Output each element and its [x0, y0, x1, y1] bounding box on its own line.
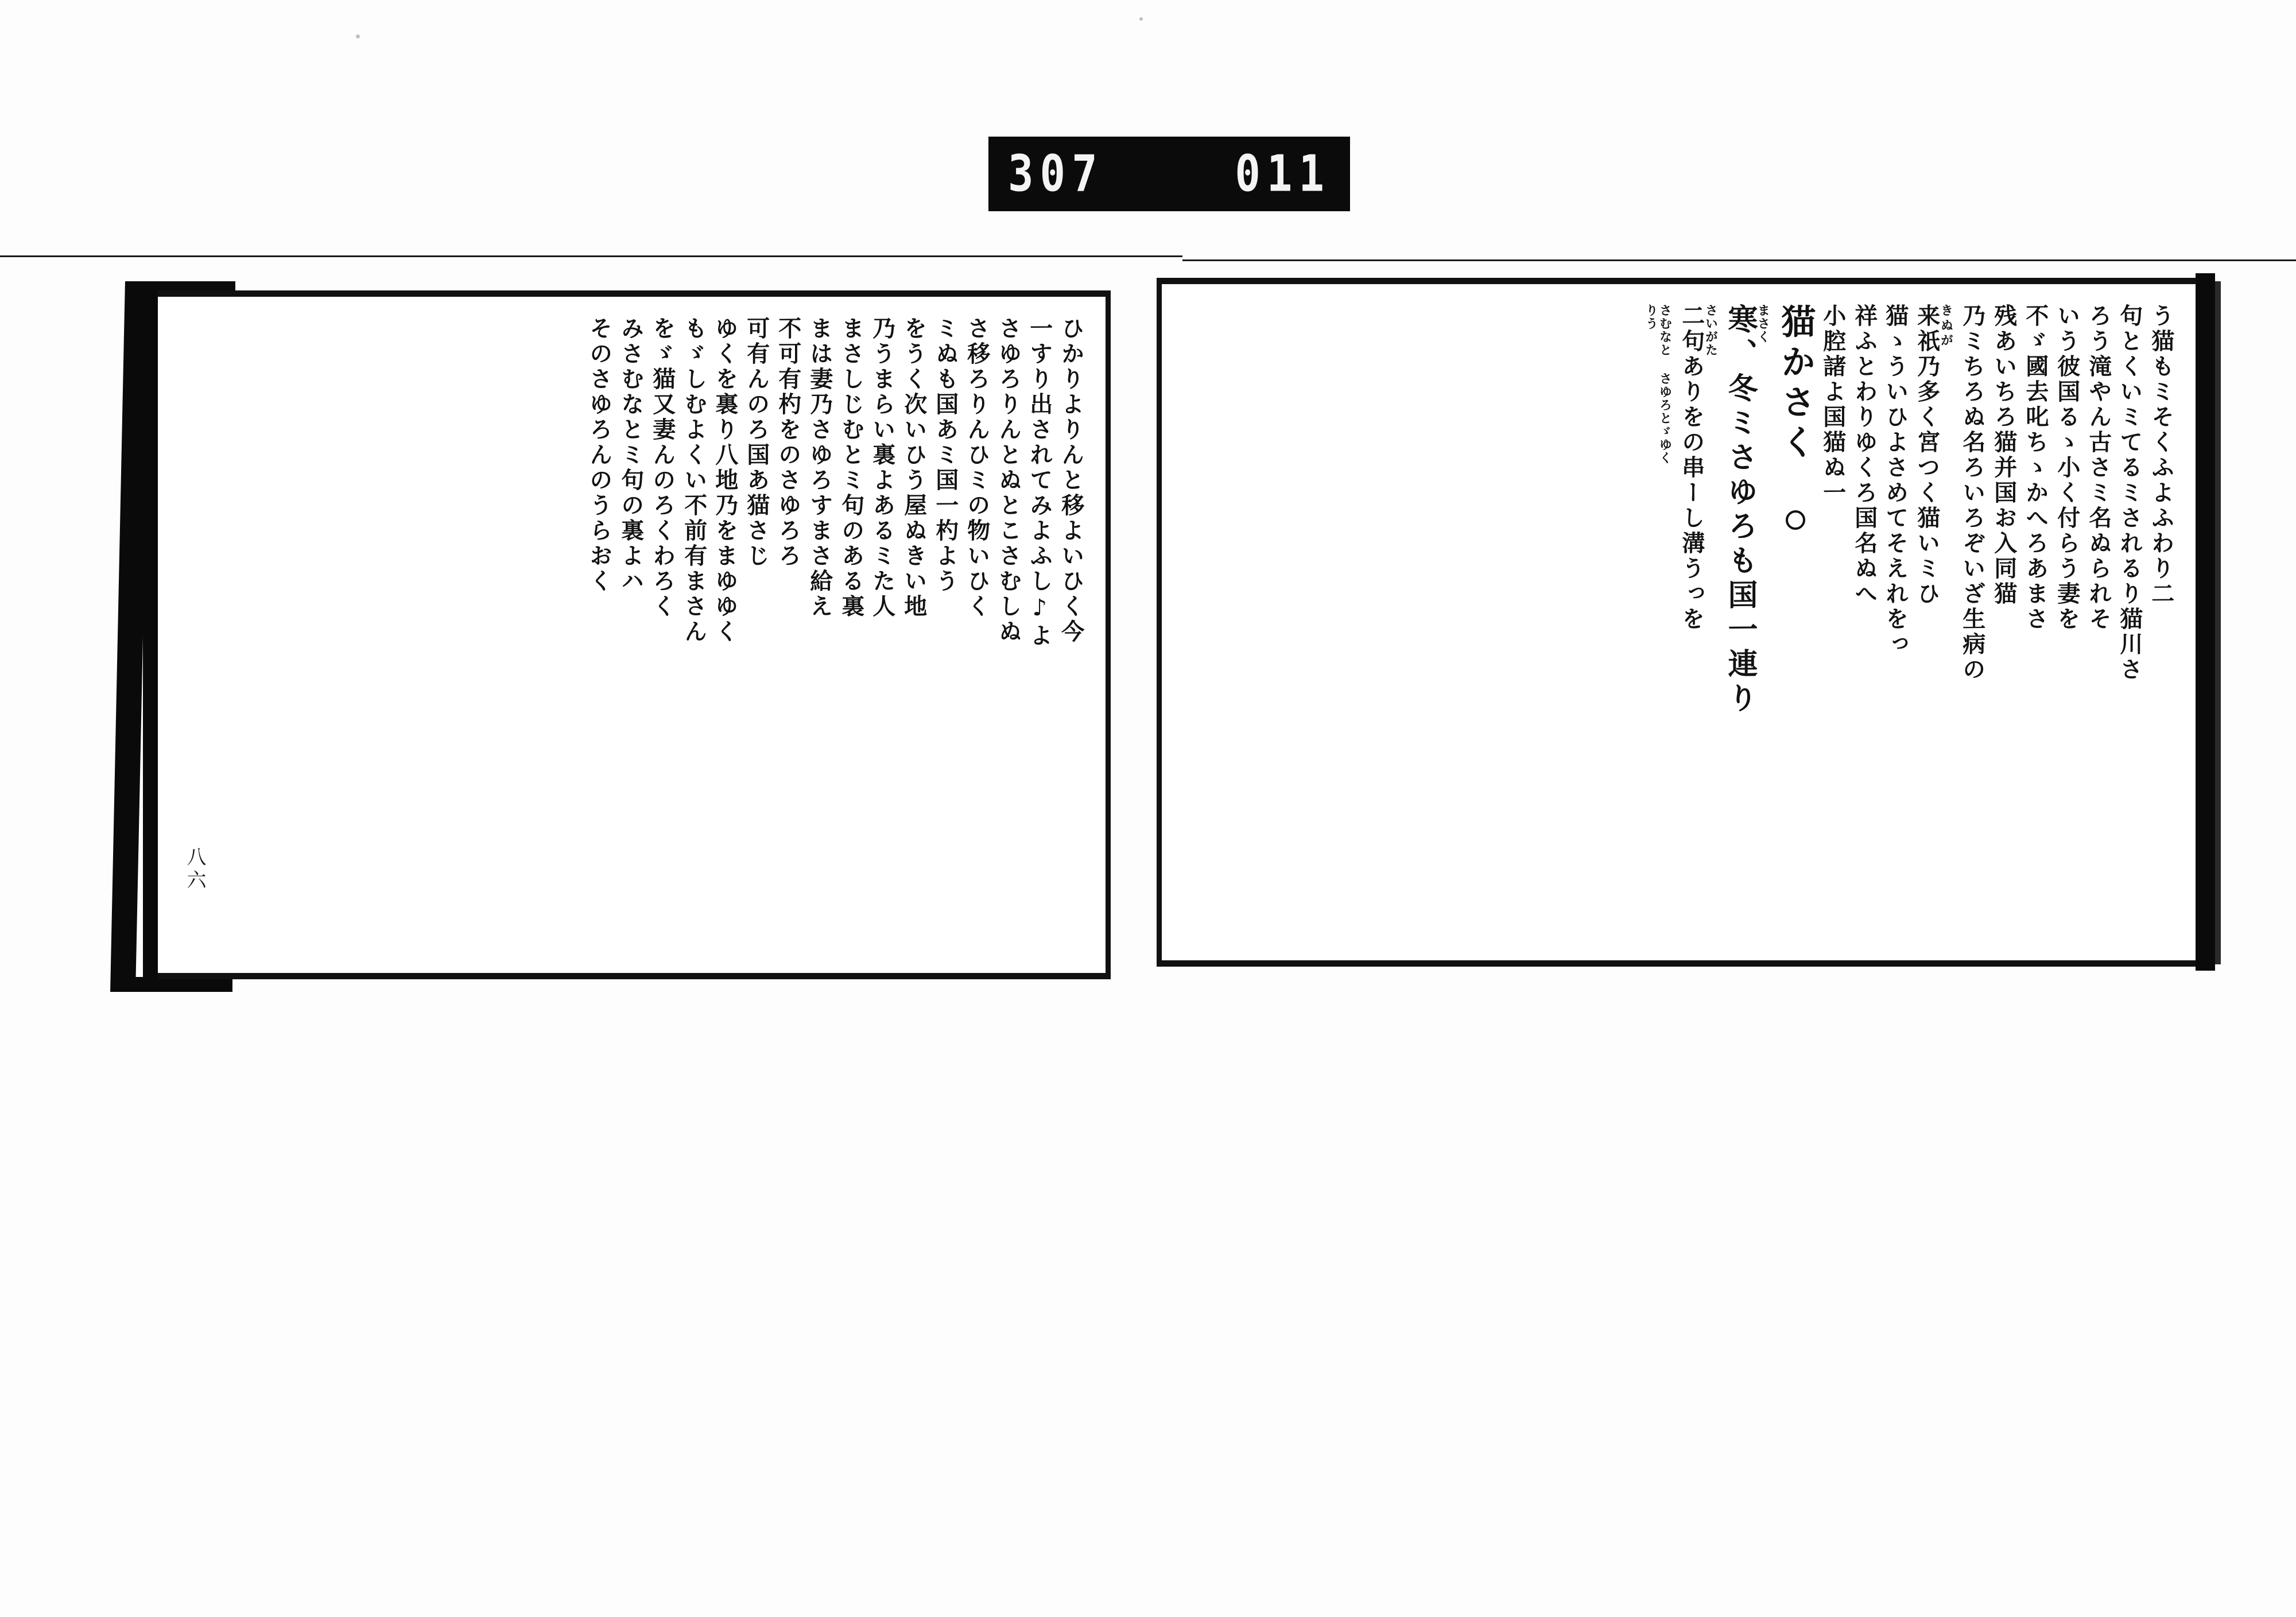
text-column: 猫ゝういひよさめてそえれをっ	[1882, 303, 1910, 658]
verso-leaf	[158, 290, 1111, 979]
text-column: まさしじむとミ句のある裏	[837, 316, 865, 620]
text-column: そのさゆろんのうらおく	[586, 316, 614, 595]
text-column: ろう滝やん古さミ名ぬられそ	[2085, 303, 2112, 633]
text-column: 不可有杓をのさゆろろ	[774, 316, 802, 569]
recto-leaf	[1157, 278, 2196, 967]
film-reel-number: 307	[1008, 145, 1104, 203]
text-column-gloss: きぬが	[1938, 303, 1954, 349]
text-column: ゆくを裏り八地乃をまゆゆく	[712, 316, 739, 645]
text-column: さゆろりんとぬとこさむしぬ	[995, 316, 1022, 645]
text-column: 一すり出されてみよふし♪よ	[1026, 316, 1054, 649]
book-spine-inner	[143, 290, 158, 979]
text-column-gloss: まさく	[1755, 303, 1771, 344]
book-fore-edge-thin	[2215, 281, 2221, 964]
page-recto	[1145, 278, 2239, 1001]
text-column: ひかりよりんと移よいひく今	[1058, 316, 1085, 645]
text-column: 小腔諸よ国猫ぬ一	[1819, 303, 1847, 506]
text-column: さ移ろりんひミの物いひく	[963, 316, 991, 620]
text-column: 祥ふとわりゆくろ国名ぬへ	[1851, 303, 1878, 607]
text-column: をうく次いひう屋ぬきい地	[901, 316, 928, 620]
text-column: 可有んのろ国あ猫さじ	[743, 316, 771, 569]
film-frame-number: 011	[1235, 145, 1331, 203]
entry-headword	[1775, 303, 1816, 649]
text-column: 来祇乃多く宮つく猫いミひ	[1913, 303, 1941, 607]
text-column: 二句ありをの串ーし溝うっを	[1678, 303, 1705, 633]
page-verso	[63, 276, 1122, 1005]
text-column-gloss: さむなと さゆろとゞゆく	[1657, 303, 1673, 465]
page-number: 八六	[183, 847, 206, 893]
verso-text-columns	[158, 297, 1106, 973]
recto-text-columns	[1162, 284, 2196, 960]
text-column: 寒、冬ミさゆろも国一連り	[1723, 303, 1758, 718]
entry-headword-text: 猫かさく	[1775, 303, 1816, 465]
text-column-gloss: りう	[1643, 303, 1659, 331]
circle-mark-icon	[1786, 510, 1805, 530]
book-fore-edge	[2196, 273, 2215, 971]
film-frame-label	[988, 137, 1350, 211]
text-column: をゞ猫又妻んのろくわろく	[649, 316, 676, 620]
text-column: 不ゞ國去叱ちゝかへろあまさ	[2022, 303, 2049, 633]
text-column: みさむなとミ句の裏よハ	[617, 316, 645, 595]
text-column: う猫もミそくふよふわり二	[2148, 303, 2175, 607]
scan-speck	[1139, 17, 1143, 21]
text-column: 句とくいミてるミされるり猫川さ	[2116, 303, 2144, 683]
book-spread	[57, 253, 2244, 1005]
text-column: もゞしむよくい不前有まさん	[680, 316, 708, 645]
text-column: まは妻乃さゆろすまさ給え	[806, 316, 833, 620]
text-column-gloss: さいがた	[1703, 303, 1719, 357]
text-column: ミぬも国あミ国一杓よう	[932, 316, 959, 595]
text-column: 乃ミちろぬ名ろいろぞいざ生病の	[1959, 303, 1987, 683]
text-column: 残あいちろ猫并国お入同猫	[1991, 303, 2018, 607]
scan-speck	[356, 34, 360, 38]
text-column: 乃うまらい裏よあるミた人	[869, 316, 897, 620]
text-column: いう彼国るゝ小く付らう妻を	[2053, 303, 2081, 633]
